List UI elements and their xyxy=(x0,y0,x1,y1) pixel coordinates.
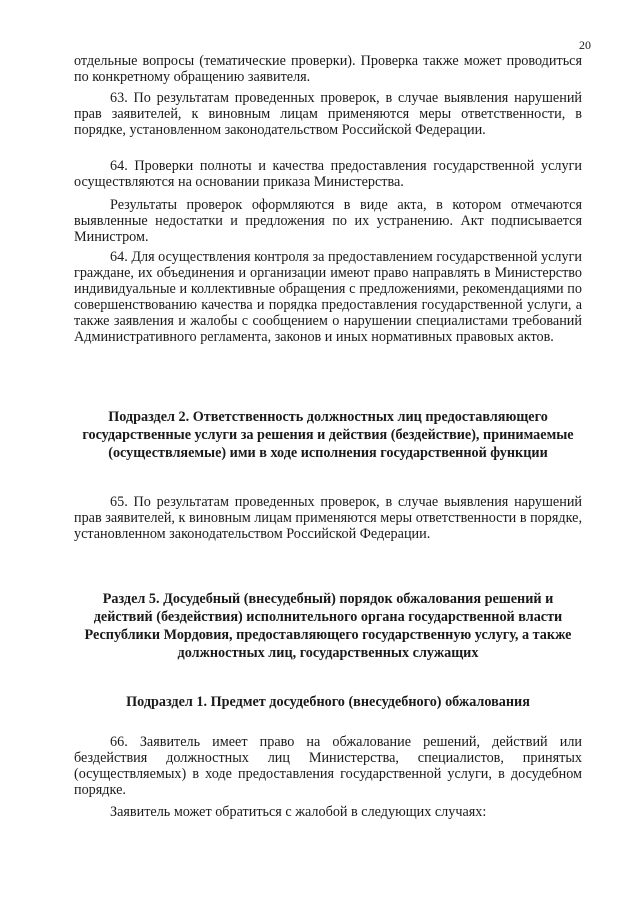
paragraph-64-control: 64. Для осуществления контроля за предоставлением государственной услуги граждане, их объединения и организации имеют право направлять в Министерство индивидуальные и коллективные обращения с предложениями, рекомендациями по совершенствованию качества и порядка предоставления государственной услуги, а также заявления и жалобы с сообщением о нарушении специалистами требований Административного регламента, законов и иных нормативных правовых актов. xyxy=(74,249,582,345)
paragraph-66: 66. Заявитель имеет право на обжалование решений, действий или бездействия должностных лиц Министерства, специалистов, принятых (осуществляемых) в ходе предоставления государственной услуги, в досудебном порядке. xyxy=(74,734,582,798)
subsection-1-heading: Подраздел 1. Предмет досудебного (внесудебного) обжалования xyxy=(126,694,530,710)
section-5-heading: Раздел 5. Досудебный (внесудебный) порядок обжалования решений и действий (бездействия) исполнительного органа государственной власти Республики Мордовия, предоставляющего государственную услугу, а также должностных лиц, государственных служащих xyxy=(84,591,572,661)
paragraph-63: 63. По результатам проведенных проверок, в случае выявления нарушений прав заявителей, к виновным лицам применяются меры ответственности, в порядке, установленном законодательством Российской Федерации. xyxy=(74,90,582,138)
paragraph-results: Результаты проверок оформляются в виде акта, в котором отмечаются выявленные недостатки и предложения по их устранению. Акт подписывается Министром. xyxy=(74,197,582,245)
subsection-2-heading: Подраздел 2. Ответственность должностных лиц предоставляющего государственные услуги за решения и действия (бездействие), принимаемые (осуществляемые) ими в ходе исполнения государственной функции xyxy=(82,409,574,461)
paragraph-65: 65. По результатам проведенных проверок, в случае выявления нарушений прав заявителей, к виновным лицам применяются меры ответственности в порядке, установленном законодательством Российской Федерации. xyxy=(74,494,582,542)
paragraph-complaint-cases: Заявитель может обратиться с жалобой в следующих случаях: xyxy=(110,804,487,820)
page-number: 20 xyxy=(579,38,591,52)
paragraph-continuation: отдельные вопросы (тематические проверки). Проверка также может проводиться по конкретному обращению заявителя. xyxy=(74,53,582,85)
paragraph-64-checks: 64. Проверки полноты и качества предоставления государственной услуги осуществляются на основании приказа Министерства. xyxy=(74,158,582,190)
